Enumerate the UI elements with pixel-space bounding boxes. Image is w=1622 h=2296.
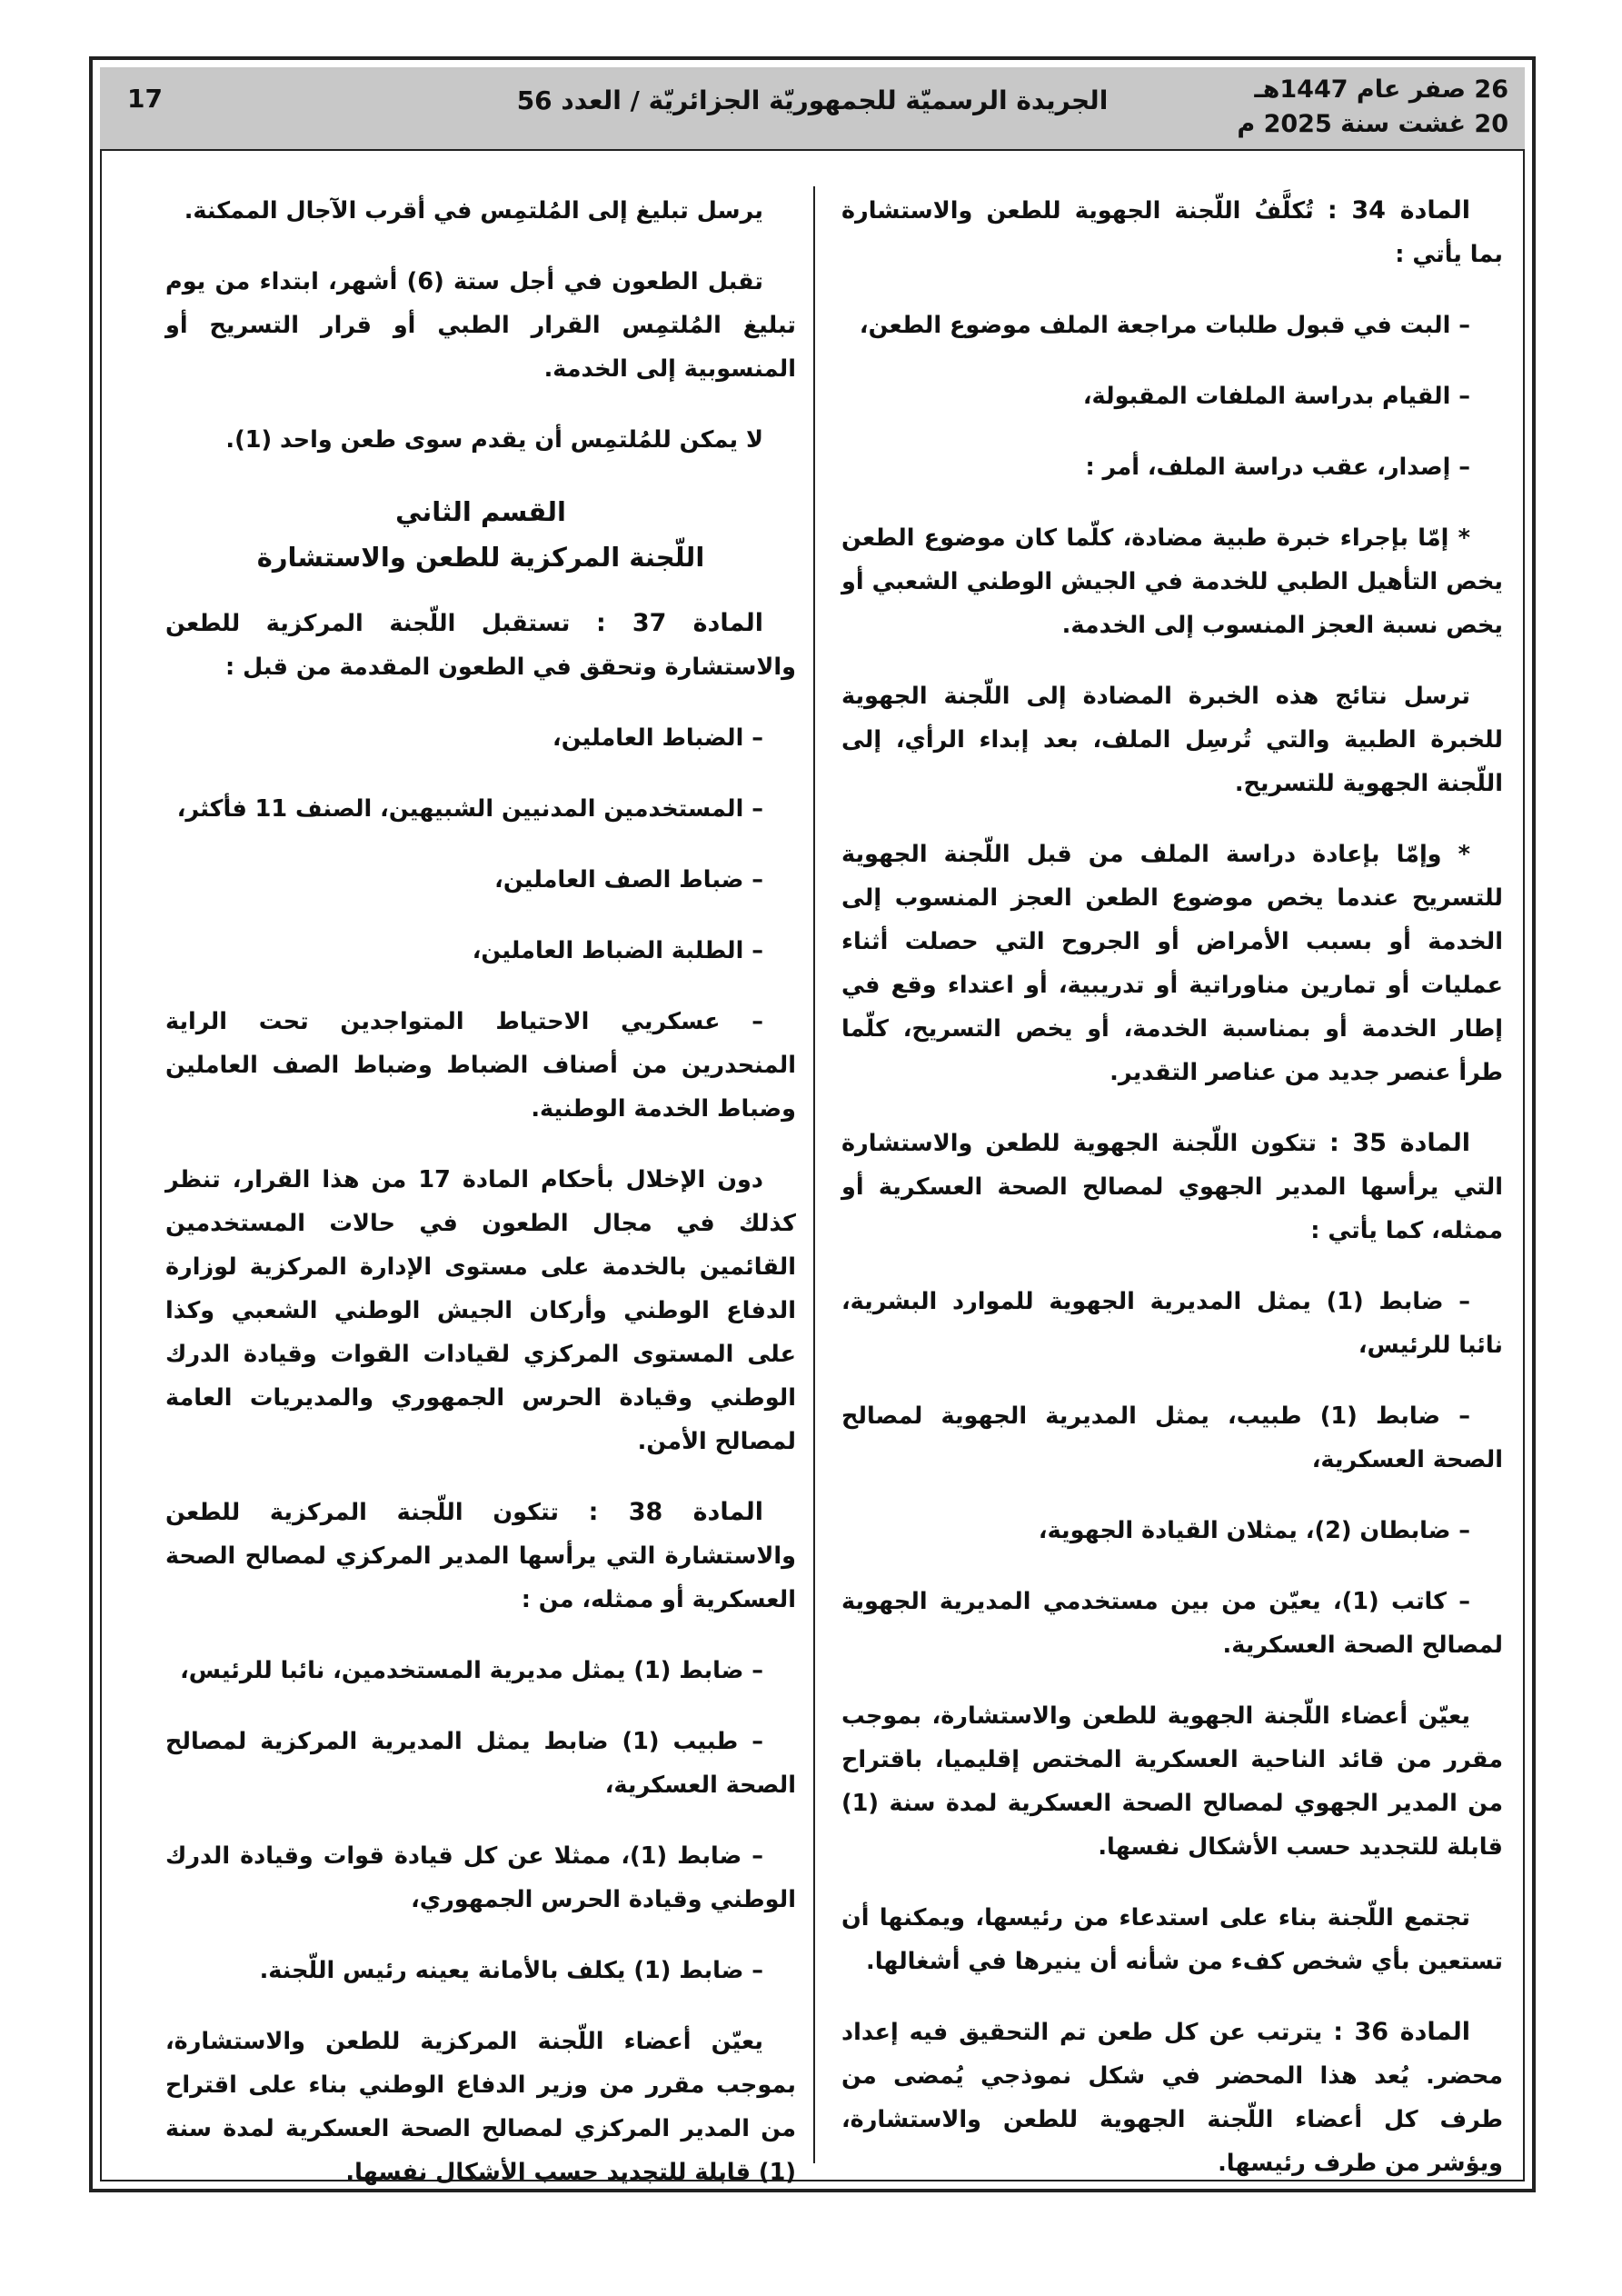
section-title: القسم الثاني [395, 496, 566, 527]
paragraph-text: – ضابط (1)، ممثلا عن كل قيادة قوات وقيادة الدرك الوطني وقيادة الحرس الجمهوري، [165, 1842, 796, 1913]
article-paragraph [841, 2011, 1503, 2185]
paragraph-text: تتكون اللّجنة الجهوية للطعن والاستشارة التي يرأسها المدير الجهوي لمصالح الصحة العسكرية أو ممثله، كما يأتي : [841, 1130, 1503, 1244]
article-paragraph [165, 602, 796, 689]
list-item [165, 1834, 796, 1922]
list-item [165, 929, 796, 973]
list-item [165, 858, 796, 902]
paragraph-text: – ضابط (1) يمثل المديرية الجهوية للموارد البشرية، نائبا للرئيس، [841, 1288, 1503, 1359]
article-paragraph [165, 1491, 796, 1622]
paragraph-text: – الضباط العاملين، [552, 724, 763, 752]
paragraph-text: يعيّن أعضاء اللّجنة المركزية للطعن والاستشارة، بموجب مقرر من وزير الدفاع الوطني بناء على اقتراح من المدير المركزي لمصالح الصحة العسكرية لمدة سنة (1) قابلة للتجديد حسب الأشكال نفسها. [165, 2028, 796, 2186]
paragraph-text: تقبل الطعون في أجل ستة (6) أشهر، ابتداء من يوم تبليغ المُلتمِس القرار الطبي أو قرار التسريح أو المنسوبية إلى الخدمة. [165, 268, 796, 383]
paragraph-text: تُكلَّفُ اللّجنة الجهوية للطعن والاستشارة بما يأتي : [841, 197, 1503, 268]
paragraph-text: – ضباط الصف العاملين، [494, 866, 763, 893]
left-column [165, 189, 796, 2221]
paragraph [165, 418, 796, 462]
article-number: المادة 34 : [1327, 196, 1471, 225]
list-item [165, 1649, 796, 1692]
gregorian-date: 20 غشت سنة 2025 م [1237, 110, 1508, 138]
paragraph [165, 1158, 796, 1463]
article-number: المادة 35 : [1328, 1129, 1470, 1157]
paragraph-text: تستقبل اللّجنة المركزية للطعن والاستشارة وتحقق في الطعون المقدمة من قبل : [165, 610, 796, 681]
paragraph [841, 1896, 1503, 1983]
article-paragraph [841, 1122, 1503, 1253]
paragraph-text: دون الإخلال بأحكام المادة 17 من هذا القرار، تنظر كذلك في مجال الطعون في حالات المستخدمين القائمين بالخدمة على مستوى الإدارة المركزية لوزارة الدفاع الوطني وأركان الجيش الوطني الشعبي وكذا على المستوى المركزي لقيادات القوات وقيادة الدرك الوطني وقيادة الحرس الجمهوري والمديريات العامة لمصالح الأمن. [165, 1166, 796, 1455]
paragraph-text: لا يمكن للمُلتمِس أن يقدم سوى طعن واحد (1). [225, 426, 763, 454]
list-item [841, 1509, 1503, 1552]
section-heading [165, 489, 796, 580]
paragraph-text: ترسل نتائج هذه الخبرة المضادة إلى اللّجنة الجهوية للخبرة الطبية والتي تُرسِل الملف، بعد إبداء الرأي، إلى اللّجنة الجهوية للتسريح. [841, 683, 1503, 797]
paragraph-text: – طبيب (1) ضابط يمثل المديرية المركزية لمصالح الصحة العسكرية، [165, 1728, 796, 1799]
right-column [841, 189, 1503, 2212]
paragraph-text: * وإمّا بإعادة دراسة الملف من قبل اللّجنة الجهوية للتسريح عندما يخص موضوع الطعن العجز المنسوب إلى الخدمة أو بسبب الأمراض أو الجروح التي حصلت أثناء عمليات أو تمارين مناوراتية أو تدريبية، أو اعتداء وقع في إطار الخدمة أو بمناسبة الخدمة، أو يخص التسريح، كلّما طرأ عنصر جديد من عناصر التقدير. [841, 841, 1503, 1086]
paragraph [841, 674, 1503, 805]
list-item [165, 1720, 796, 1807]
paragraph-text: – البت في قبول طلبات مراجعة الملف موضوع الطعن، [859, 312, 1470, 339]
journal-title: الجريدة الرسميّة للجمهوريّة الجزائريّة / العدد 56 [516, 85, 1109, 115]
list-item [841, 304, 1503, 347]
paragraph-text: يرسل تبليغ إلى المُلتمِس في أقرب الآجال الممكنة. [184, 197, 763, 225]
paragraph-text: – ضابط (1) يمثل مديرية المستخدمين، نائبا للرئيس، [180, 1657, 763, 1684]
paragraph-text: – كاتب (1)، يعيّن من بين مستخدمي المديرية الجهوية لمصالح الصحة العسكرية. [841, 1588, 1503, 1659]
paragraph [165, 189, 796, 233]
article-paragraph [841, 189, 1503, 276]
paragraph-text: تتكون اللّجنة المركزية للطعن والاستشارة التي يرأسها المدير المركزي لمصالح الصحة العسكرية أو ممثله، من : [165, 1499, 796, 1613]
list-item [165, 1949, 796, 1992]
list-item [841, 1280, 1503, 1367]
paragraph [841, 833, 1503, 1094]
paragraph [841, 516, 1503, 647]
list-item [165, 1000, 796, 1131]
paragraph-text: يترتب عن كل طعن تم التحقيق فيه إعداد محضر. يُعد هذا المحضر في شكل نموذجي يُمضى من طرف كل أعضاء اللّجنة الجهوية للطعن والاستشارة، ويؤشر من طرف رئيسها. [841, 2019, 1503, 2177]
article-number: المادة 36 : [1333, 2018, 1470, 2046]
list-item [165, 787, 796, 831]
left-column-top [165, 189, 796, 462]
list-item [841, 1580, 1503, 1667]
hijri-date: 26 صفر عام 1447هـ [1254, 75, 1508, 104]
list-item [165, 716, 796, 760]
paragraph [165, 2020, 796, 2194]
paragraph [841, 1694, 1503, 1869]
page-number: 17 [127, 84, 163, 114]
paragraph-text: – القيام بدراسة الملفات المقبولة، [1082, 383, 1470, 410]
list-item [841, 1394, 1503, 1482]
paragraph-text: * إمّا بإجراء خبرة طبية مضادة، كلّما كان موضوع الطعن يخص التأهيل الطبي للخدمة في الجيش الوطني الشعبي أو يخص نسبة العجز المنسوب إلى الخدمة. [841, 524, 1503, 639]
paragraph-text: – عسكريي الاحتياط المتواجدين تحت الراية المنحدرين من أصناف الضباط وضباط الصف العاملين وضباط الخدمة الوطنية. [165, 1008, 796, 1123]
paragraph-text: تجتمع اللّجنة بناء على استدعاء من رئيسها، ويمكنها أن تستعين بأي شخص كفء من شأنه أن ينيرها في أشغالها. [841, 1904, 1503, 1975]
paragraph [165, 260, 796, 391]
paragraph-text: يعيّن أعضاء اللّجنة الجهوية للطعن والاستشارة، بموجب مقرر من قائد الناحية العسكرية المختص إقليميا، باقتراح من المدير الجهوي لمصالح الصحة العسكرية لمدة سنة (1) قابلة للتجديد حسب الأشكال نفسها. [841, 1702, 1503, 1861]
paragraph-text: – ضابط (1) يكلف بالأمانة يعينه رئيس اللّجنة. [259, 1957, 763, 1984]
section-subtitle: اللّجنة المركزية للطعن والاستشارة [256, 542, 705, 573]
paragraph-text: – ضابطان (2)، يمثلان القيادة الجهوية، [1038, 1517, 1470, 1544]
column-divider [813, 186, 815, 2163]
article-number: المادة 37 : [595, 609, 764, 637]
page-header [100, 67, 1525, 151]
paragraph-text: – إصدار، عقب دراسة الملف، أمر : [1085, 454, 1470, 481]
left-column-bottom [165, 602, 796, 2194]
article-number: المادة 38 : [588, 1498, 763, 1526]
list-item [841, 374, 1503, 418]
list-item [841, 445, 1503, 489]
paragraph-text: – الطلبة الضباط العاملين، [472, 937, 763, 964]
paragraph-text: – ضابط (1) طبيب، يمثل المديرية الجهوية لمصالح الصحة العسكرية، [841, 1403, 1503, 1473]
paragraph-text: – المستخدمين المدنيين الشبيهين، الصنف 11 فأكثر، [176, 795, 763, 823]
